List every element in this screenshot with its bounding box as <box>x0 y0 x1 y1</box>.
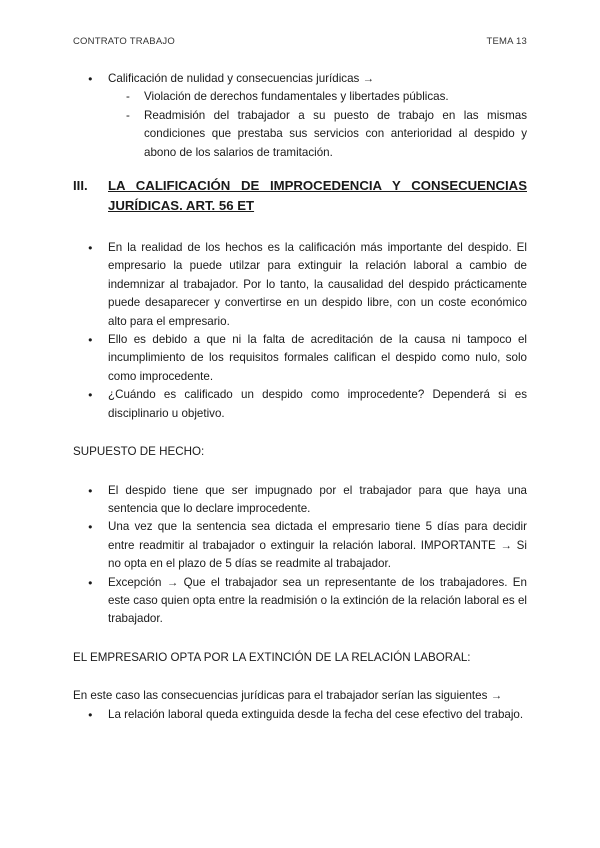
section-number: III. <box>73 178 88 194</box>
intro-sublist <box>73 88 527 162</box>
list-item: ● En la realidad de los hechos es la calificación más importante del despido. El empresario la puede utilzar para extinguir la relación laboral a cambio de indemnizar al trabajador. Por lo tanto, la causalidad del despido prácticamente puede desaparecer y convertirse en un despido libre, con un coste económico alto para el empresario. <box>73 239 527 331</box>
consecuencias-intro: En este caso las consecuencias jurídicas para el trabajador serían las siguientes → <box>73 689 503 703</box>
list-item: ● El despido tiene que ser impugnado por el trabajador para que haya una sentencia que lo declare improcedente. <box>73 482 527 519</box>
supuesto-list <box>73 482 527 629</box>
section-heading <box>73 176 527 216</box>
supuesto-title: SUPUESTO DE HECHO: <box>73 445 205 459</box>
list-item: ● La relación laboral queda extinguida desde la fecha del cese efectivo del trabajo. <box>73 706 527 724</box>
sublist-item: - Violación de derechos fundamentales y libertades públicas. <box>108 88 527 106</box>
document-body <box>73 70 527 724</box>
list-item <box>73 70 527 88</box>
intro-list <box>73 70 527 88</box>
list-item: ● Una vez que la sentencia sea dictada el empresario tiene 5 días para decidir entre readmitir al trabajador o extinguir la relación laboral. IMPORTANTE → Si no opta en el plazo de 5 días se readmite al trabajador. <box>73 518 527 573</box>
sublist-item: - Readmisión del trabajador a su puesto de trabajo en las mismas condiciones que prestaba sus servicios con anterioridad al despido y abono de los salarios de tramitación. <box>108 107 527 162</box>
list-item: ● Excepción → Que el trabajador sea un representante de los trabajadores. En este caso quien opta entre la readmisión o la extinción de la relación laboral es el trabajador. <box>73 574 527 629</box>
improcedencia-list <box>73 239 527 423</box>
header-doc-title: CONTRATO TRABAJO <box>73 36 175 47</box>
intro-bullet-text: Calificación de nulidad y consecuencias jurídicas → <box>108 72 375 85</box>
list-item: ● Ello es debido a que ni la falta de acreditación de la causa ni tampoco el incumplimiento de los requisitos formales califican el despido como nulo, solo como improcedente. <box>73 331 527 386</box>
consecuencias-list <box>73 706 527 724</box>
page-header <box>73 36 527 50</box>
opcion-title: EL EMPRESARIO OPTA POR LA EXTINCIÓN DE LA RELACIÓN LABORAL: <box>73 650 471 664</box>
list-item: ● ¿Cuándo es calificado un despido como improcedente? Dependerá si es disciplinario u objetivo. <box>73 386 527 423</box>
header-topic: TEMA 13 <box>486 36 527 47</box>
section-title: LA CALIFICACIÓN DE IMPROCEDENCIA Y CONSECUENCIAS JURÍDICAS. ART. 56 ET <box>108 178 527 214</box>
